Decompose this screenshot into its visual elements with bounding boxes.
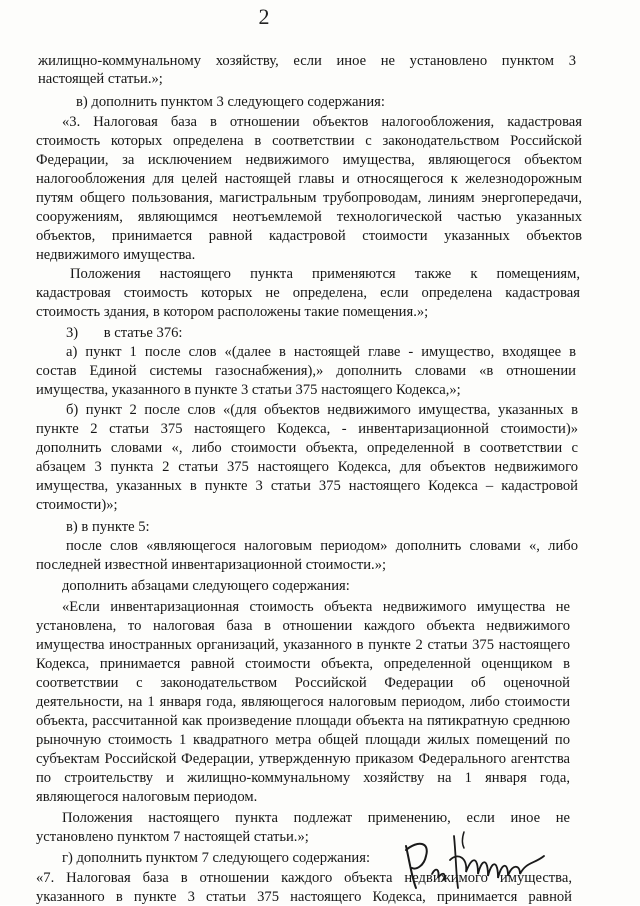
text-line: жилищно-коммунальному хозяйству, если иное не установлено пунктом 3 [38,53,576,69]
text-line: «Если инвентаризационная стоимость объекта недвижимого имущества не [62,599,570,615]
handwritten-signature-icon [398,816,558,896]
text-line: соответствии с законодательством Российской Федерации об оценочной [36,675,570,691]
text-line: Федерации, за исключением недвижимого имущества, являющегося объектом [36,152,582,168]
text-line: объекта, рассчитанной как произведение площади объекта на пятикратную среднюю [36,713,570,729]
text-line: после слов «являющегося налоговым периодом» дополнить словами «, либо [66,538,578,554]
text-line: являющегося налоговым периодом. [36,789,258,805]
text-line: имущества, указанных в пункте 3 статьи 375 настоящего Кодекса – кадастровой [36,478,578,494]
text-line: путям общего пользования, магистральным трубопроводам, линиям энергопередачи, [36,190,582,206]
text-line: рыночную стоимость 1 квадратного метра общей площади жилых помещений по [36,732,570,748]
text-line: абзацем 3 пункта 2 статьи 375 настоящего Кодекса, для объектов недвижимого [36,459,578,475]
text-line: пункте 2 статьи 375 настоящего Кодекса, - инвентаризационной стоимости)» [36,421,578,437]
text-line: а) пункт 1 после слов «(далее в настоящей главе - имущество, входящее в [66,344,576,360]
text-line: субъектам Российской Федерации, утвержденную приказом Федерального агентства [36,751,570,767]
text-line: б) пункт 2 после слов «(для объектов недвижимого имущества, указанных в [66,402,578,418]
text-line: стоимость здания, в котором расположены такие помещения.»; [36,304,429,320]
text-line: Положения настоящего пункта применяются также к помещениям, [70,266,580,282]
text-line: установлена, то налоговая база в отношении каждого объекта недвижимого [36,618,570,634]
text-line: Положения настоящего пункта подлежат применению, если иное не [62,810,570,826]
text-line: «3. Налоговая база в отношении объектов налогообложения, кадастровая [62,114,582,130]
text-line: в) дополнить пунктом 3 следующего содержания: [76,94,385,110]
text-line: «7. Налоговая база в отношении каждого объекта недвижимого имущества, [36,870,572,886]
text-line: деятельности, на 1 января года, являющегося налоговым периодом, либо стоимости [36,694,570,710]
page-number: 2 [258,4,270,29]
text-line: дополнить абзацами следующего содержания: [62,578,350,594]
text-line: имущества иностранных организаций, указанного в пункте 2 статьи 375 настоящего [36,637,570,653]
text-line: по строительству и жилищно-коммунальному хозяйству на 1 января года, [36,770,570,786]
text-line: недвижимого имущества. [36,247,196,263]
text-line: установлено пунктом 7 настоящей статьи.»; [36,829,309,845]
text-line: настоящей статьи.»; [38,71,163,87]
text-line: состав Единой системы газоснабжения),» дополнить словами «в отношении [36,363,576,379]
text-line: сооружениям, являющимся неотъемлемой технологической частью указанных [36,209,582,225]
text-line: налогообложения для целей настоящей главы и относящегося к железнодорожным [36,171,582,187]
text-line: кадастровая стоимость которых не определена, если определена кадастровая [36,285,580,301]
text-line: г) дополнить пунктом 7 следующего содержания: [62,850,371,866]
text-line: стоимость которых определена в соответствии с законодательством Российской [36,133,582,149]
text-line: 3) в статье 376: [66,325,183,341]
text-line: объектов, принимается равной кадастровой стоимости указанных объектов [36,228,582,244]
text-line: Кодекса, принимается равной стоимости объекта, определенной оценщиком в [36,656,570,672]
text-line: дополнить словами «, либо стоимости объекта, определенной в соответствии с [36,440,578,456]
text-line: последней известной инвентаризационной стоимости.»; [36,557,387,573]
text-line: имущества, указанного в пункте 3 статьи 375 настоящего Кодекса,»; [36,382,461,398]
text-line: указанного в пункте 3 статьи 375 настоящего Кодекса, принимается равной [36,889,572,905]
text-line: стоимости)»; [36,497,118,513]
text-line: в) в пункте 5: [66,519,150,535]
